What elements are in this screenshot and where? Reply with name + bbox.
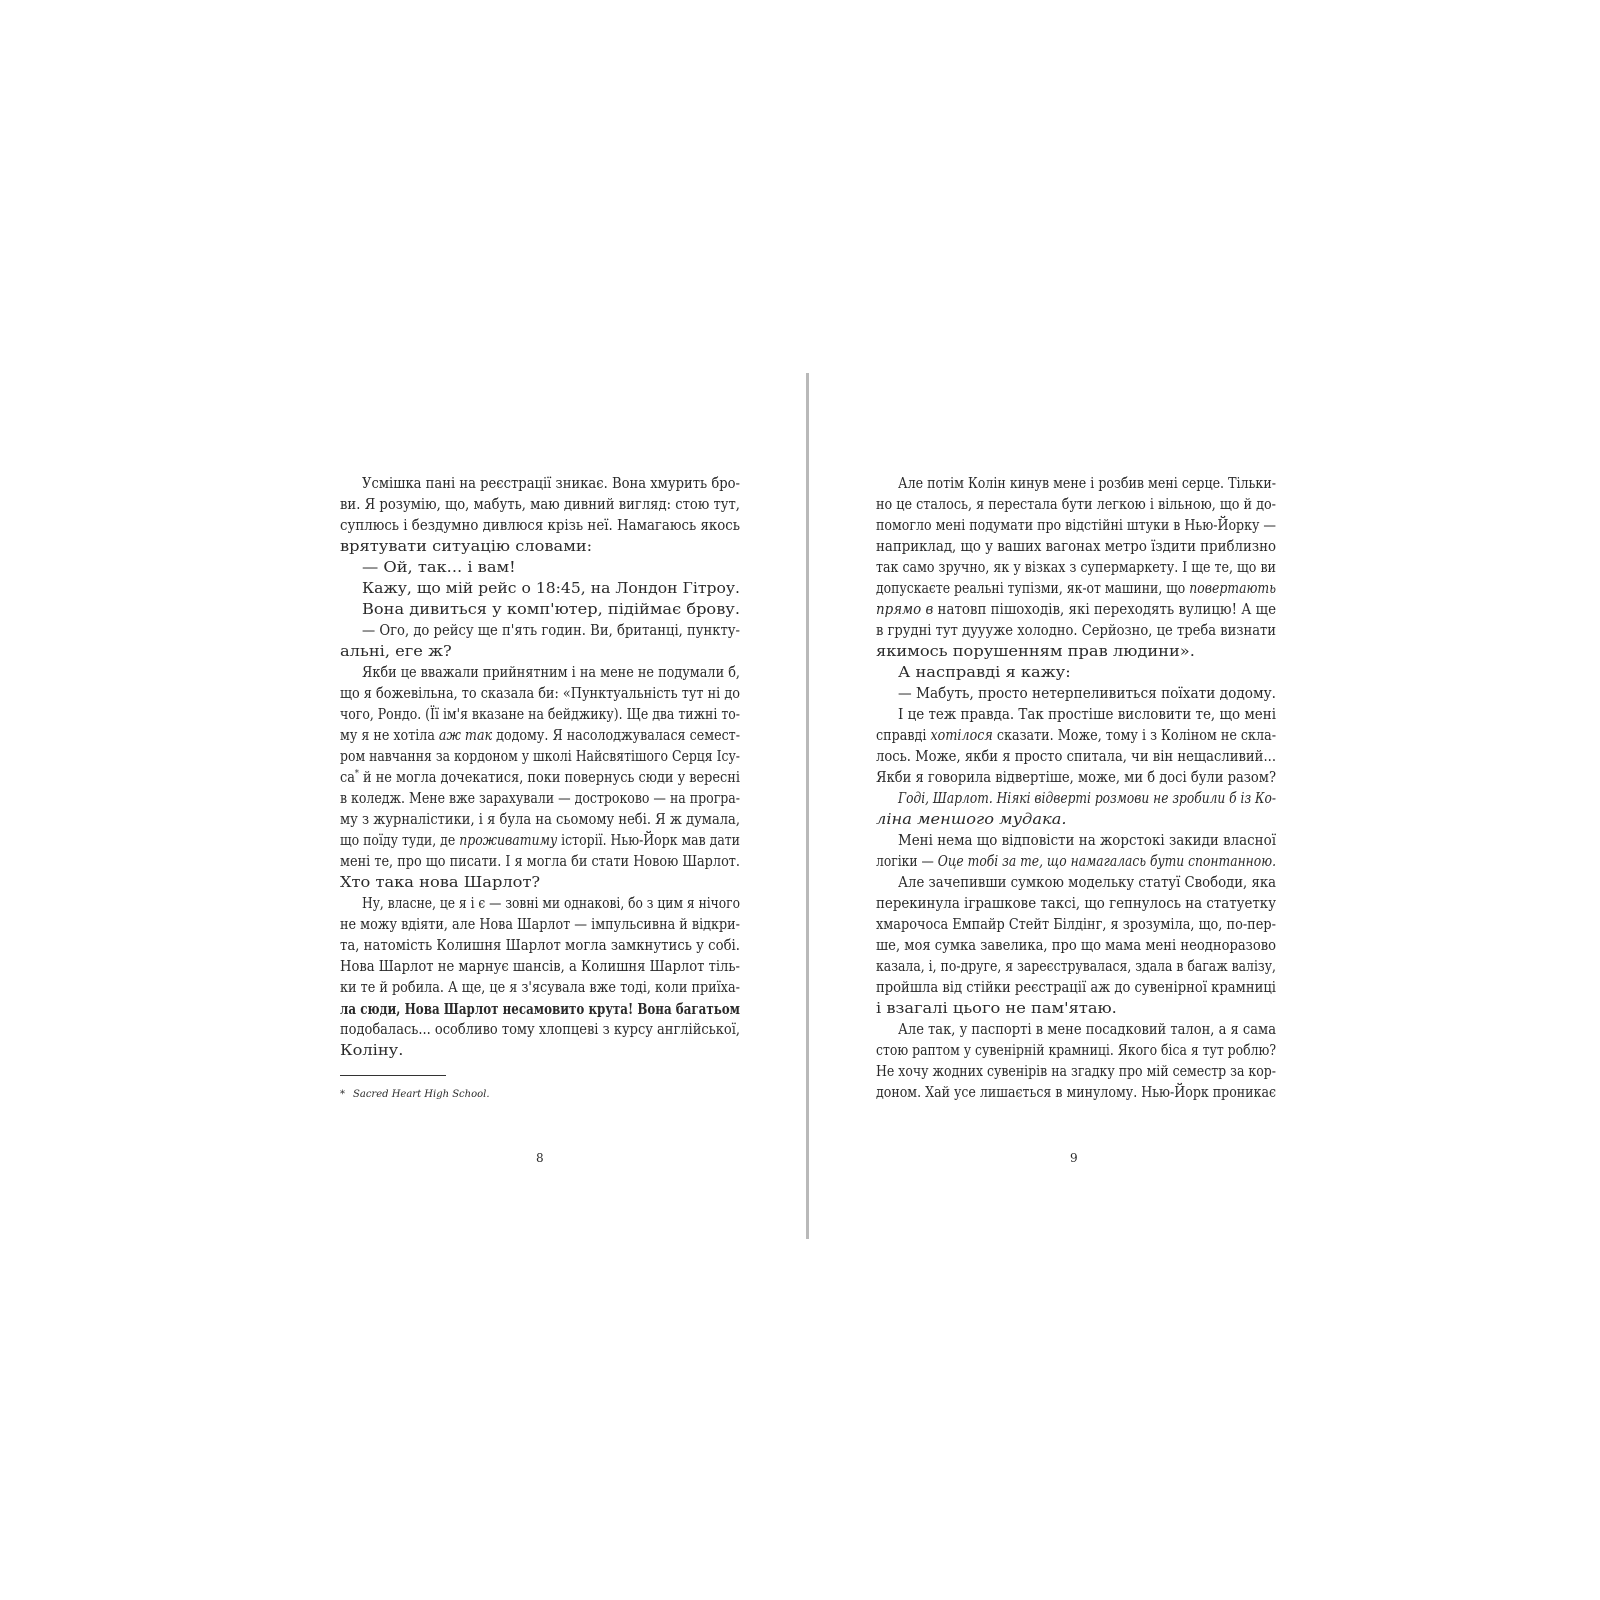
- text-segment: проживатиму: [459, 833, 558, 849]
- text-segment: ше, моя сумка завелика, про що мама мені неодноразово: [876, 938, 1276, 954]
- text-segment: мені те, про що писати. І я могла би стати Новою Шарлот.: [340, 854, 740, 870]
- text-line-content: [876, 936, 1276, 957]
- text-segment: ла сюди, Нова Шарлот несамовито крута! Вона багатьом: [340, 1001, 740, 1018]
- text-line-content: [898, 474, 1276, 495]
- text-line: [340, 537, 740, 558]
- text-line: [340, 894, 740, 915]
- text-line: [340, 852, 740, 873]
- text-segment: і взагалі цього не пам'ятаю.: [876, 1001, 1117, 1017]
- text-line: [340, 747, 740, 768]
- text-line: [340, 579, 740, 600]
- text-line: [876, 747, 1276, 768]
- text-segment: додому. Я насолоджувалася семест-: [492, 728, 740, 744]
- text-line: [876, 1041, 1276, 1062]
- text-line-content: [876, 558, 1276, 579]
- left-page-text: [340, 474, 740, 1062]
- text-line-content: [898, 663, 1071, 684]
- text-line: [876, 726, 1276, 747]
- text-line: [340, 978, 740, 999]
- text-line: [340, 495, 740, 516]
- text-line-content: [876, 1062, 1276, 1083]
- text-line: [876, 1083, 1276, 1104]
- text-line-content: [340, 789, 740, 810]
- text-segment: в коледж. Мене вже зарахували — достроково — на програ-: [340, 791, 740, 807]
- text-segment: пройшла від стійки реєстрації аж до сувенірної крамниці: [876, 980, 1276, 996]
- text-line-content: [876, 726, 1276, 747]
- text-line: [876, 516, 1276, 537]
- text-line: [876, 579, 1276, 600]
- text-line: [340, 705, 740, 726]
- text-line: [876, 1020, 1276, 1041]
- text-line: [876, 642, 1276, 663]
- footnote-text: Sacred Heart High School.: [353, 1089, 490, 1100]
- text-line-content: [340, 852, 740, 873]
- text-segment: Оце тобі за те, що намагалась бути спонтанною.: [937, 854, 1276, 870]
- text-line: [340, 558, 740, 579]
- text-line-content: [876, 810, 1067, 831]
- text-line-content: [340, 537, 592, 558]
- text-segment: логіки —: [876, 854, 938, 870]
- text-line-content: [898, 789, 1276, 810]
- text-segment: са: [340, 770, 355, 786]
- text-line-content: [876, 495, 1276, 516]
- text-line: [876, 789, 1276, 810]
- text-segment: чого, Рондо. (Її ім'я вказане на бейджику). Ще два тижні то-: [340, 707, 740, 723]
- text-segment: якимось порушенням прав людини».: [876, 644, 1195, 660]
- text-segment: історії. Нью-Йорк мав дати: [557, 833, 740, 849]
- text-line: [876, 684, 1276, 705]
- text-line-content: [340, 810, 740, 831]
- text-segment: казала, і, по-друге, я зареєструвалася, здала в багаж валізу,: [876, 959, 1276, 975]
- text-segment: помогло мені подумати про відстійні штуки в Нью-Йорку —: [876, 518, 1276, 534]
- text-line-content: [898, 1020, 1276, 1041]
- text-segment: та, натомість Колишня Шарлот могла замкнутись у собі.: [340, 938, 740, 954]
- text-line: [876, 600, 1276, 621]
- text-line: [876, 558, 1276, 579]
- text-segment: ки те й робила. А ще, це я з'ясувала вже тоді, коли приїха-: [340, 980, 740, 996]
- text-line-content: [876, 894, 1276, 915]
- text-segment: Але зачепивши сумкою модельку статуї Свободи, яка: [898, 875, 1276, 891]
- page-number-right: 9: [1070, 1151, 1078, 1165]
- text-line-content: [362, 621, 740, 642]
- text-line-content: [876, 642, 1195, 663]
- text-line: [340, 474, 740, 495]
- text-line: [340, 768, 740, 789]
- text-segment: Годі, Шарлот. Ніякі відверті розмови не зробили б із Ко-: [898, 791, 1276, 807]
- text-line: [876, 978, 1276, 999]
- text-line: [340, 831, 740, 852]
- text-segment: Усмішка пані на реєстрації зникає. Вона хмурить бро-: [362, 476, 740, 492]
- text-segment: — Мабуть, просто нетерпеливиться поїхати додому.: [898, 686, 1276, 702]
- text-segment: не можу вдіяти, але Нова Шарлот — імпульсивна й відкри-: [340, 917, 740, 933]
- text-segment: в грудні тут дуууже холодно. Серйозно, це треба визнати: [876, 623, 1276, 639]
- text-line-content: [362, 600, 740, 621]
- text-line: [340, 810, 740, 831]
- text-segment: Вона дивиться у комп'ютер, підіймає брову.: [362, 602, 740, 618]
- text-segment: аж так: [438, 728, 493, 744]
- text-segment: ви. Я розумію, що, мабуть, маю дивний вигляд: стою тут,: [340, 497, 740, 513]
- text-segment: що поїду туди, де: [340, 833, 460, 849]
- text-line: [340, 600, 740, 621]
- text-line: [876, 495, 1276, 516]
- text-line: [876, 957, 1276, 978]
- footnote: [340, 1088, 490, 1102]
- text-line: [340, 789, 740, 810]
- text-segment: врятувати ситуацію словами:: [340, 539, 593, 555]
- text-line-content: [362, 558, 516, 579]
- text-line: [340, 936, 740, 957]
- text-segment: доном. Хай усе лишається в минулому. Нью-Йорк проникає: [876, 1085, 1276, 1101]
- text-line: [876, 768, 1276, 789]
- text-line: [876, 663, 1276, 684]
- text-line: [876, 873, 1276, 894]
- text-line: [876, 1062, 1276, 1083]
- text-line-content: [876, 1083, 1276, 1104]
- text-line-content: [876, 768, 1276, 789]
- text-segment: хотілося: [930, 728, 993, 744]
- text-line-content: [340, 999, 740, 1021]
- text-line-content: [362, 474, 740, 495]
- text-line-content: [340, 495, 740, 516]
- text-segment: ліна меншого мудака.: [876, 812, 1067, 828]
- text-segment: стою раптом у сувенірній крамниці. Якого біса я тут роблю?: [876, 1043, 1276, 1059]
- footnote-marker: *: [340, 1089, 345, 1100]
- footnote-ref: *: [354, 769, 359, 780]
- text-segment: му я не хотіла: [340, 728, 439, 744]
- text-line: [340, 999, 740, 1020]
- text-line-content: [340, 957, 740, 978]
- text-segment: подобалась... особливо тому хлопцеві з курсу англійської,: [340, 1022, 740, 1038]
- text-segment: Але так, у паспорті в мене посадковий талон, а я сама: [898, 1022, 1276, 1038]
- text-segment: му з журналістики, і я була на сьомому небі. Я ж думала,: [340, 812, 740, 828]
- text-line: [876, 936, 1276, 957]
- text-segment: повертають: [1189, 581, 1276, 597]
- text-line: [876, 999, 1276, 1020]
- text-line: [876, 831, 1276, 852]
- text-line: [340, 873, 740, 894]
- text-segment: Нова Шарлот не марнує шансів, а Колишня Шарлот тіль-: [340, 959, 740, 975]
- text-segment: що я божевільна, то сказала би: «Пунктуальність тут ні до: [340, 686, 740, 702]
- text-segment: альні, еге ж?: [340, 644, 452, 660]
- text-line: [876, 621, 1276, 642]
- text-segment: допускаєте реальні тупізми, як-от машини, що: [876, 581, 1190, 597]
- text-line-content: [340, 642, 452, 663]
- text-line-content: [898, 684, 1276, 705]
- text-segment: А насправді я кажу:: [898, 665, 1071, 681]
- text-line-content: [876, 621, 1276, 642]
- text-segment: сказати. Може, тому і з Коліном не скла-: [992, 728, 1276, 744]
- text-line: [876, 852, 1276, 873]
- text-line-content: [876, 747, 1276, 768]
- text-line: [340, 1041, 740, 1062]
- text-line-content: [340, 747, 740, 768]
- text-line-content: [876, 537, 1276, 558]
- text-segment: перекинула іграшкове таксі, що гепнулось на статуетку: [876, 896, 1276, 912]
- text-line-content: [876, 516, 1276, 537]
- right-page-text: [876, 474, 1276, 1104]
- text-segment: но це сталось, я перестала бути легкою і вільною, що й до-: [876, 497, 1276, 513]
- text-line: [340, 684, 740, 705]
- text-line-content: [340, 516, 740, 537]
- text-line-content: [340, 915, 740, 936]
- text-line-content: [876, 915, 1276, 936]
- text-line-content: [340, 831, 740, 852]
- text-line: [340, 663, 740, 684]
- footnote-rule: [340, 1075, 446, 1076]
- text-line-content: [876, 957, 1276, 978]
- text-line: [340, 726, 740, 747]
- text-segment: наприклад, що у ваших вагонах метро їздити приблизно: [876, 539, 1276, 555]
- text-segment: Мені нема що відповісти на жорстокі закиди власної: [898, 833, 1276, 849]
- text-segment: Але потім Колін кинув мене і розбив мені серце. Тільки-: [898, 476, 1276, 492]
- text-line: [876, 705, 1276, 726]
- text-line: [340, 621, 740, 642]
- text-line-content: [876, 600, 1276, 621]
- text-line: [340, 957, 740, 978]
- text-line: [876, 894, 1276, 915]
- text-line: [340, 642, 740, 663]
- text-segment: — Ой, так... і вам!: [362, 560, 516, 576]
- text-line: [340, 1020, 740, 1041]
- text-line-content: [876, 579, 1276, 600]
- text-line-content: [340, 936, 740, 957]
- text-segment: натовп пішоходів, які переходять вулицю! А ще: [933, 602, 1276, 618]
- text-segment: так само зручно, як у візках з супермаркету. І ще те, що ви: [876, 560, 1276, 576]
- text-segment: Кажу, що мій рейс о 18:45, на Лондон Гітроу.: [362, 581, 740, 597]
- text-segment: лось. Може, якби я просто спитала, чи він нещасливий...: [876, 749, 1276, 765]
- text-line-content: [362, 894, 740, 915]
- text-segment: Коліну.: [340, 1043, 404, 1059]
- text-line: [876, 474, 1276, 495]
- text-line-content: [876, 999, 1117, 1020]
- text-line-content: [876, 978, 1276, 999]
- book-gutter: [806, 373, 809, 1239]
- text-line-content: [876, 1041, 1276, 1062]
- text-segment: Ну, власне, це я і є — зовні ми однакові, бо з цим я нічого: [362, 896, 740, 912]
- text-segment: справді: [876, 728, 931, 744]
- page-number-left: 8: [536, 1151, 544, 1165]
- text-line-content: [340, 1020, 740, 1041]
- text-line-content: [876, 852, 1276, 873]
- text-line-content: [340, 726, 740, 747]
- text-segment: І це теж правда. Так простіше висловити те, що мені: [898, 707, 1276, 723]
- text-line-content: [340, 873, 540, 894]
- text-segment: Якби це вважали прийнятним і на мене не подумали б,: [362, 665, 740, 681]
- text-segment: — Ого, до рейсу ще п'ять годин. Ви, британці, пункту-: [362, 623, 740, 639]
- text-line-content: [340, 768, 740, 789]
- text-line-content: [340, 684, 740, 705]
- text-segment: ром навчання за кордоном у школі Найсвятішого Серця Ісу-: [340, 749, 740, 765]
- text-segment: Не хочу жодних сувенірів на згадку про мій семестр за кор-: [876, 1064, 1276, 1080]
- text-line: [876, 915, 1276, 936]
- text-segment: Хто така нова Шарлот?: [340, 875, 541, 891]
- text-line: [340, 915, 740, 936]
- text-segment: й не могла дочекатися, поки повернусь сюди у вересні: [358, 770, 740, 786]
- text-segment: прямо в: [876, 602, 934, 618]
- text-line-content: [362, 579, 740, 600]
- text-segment: хмарочоса Емпайр Стейт Білдінг, я зрозуміла, що, по-пер-: [876, 917, 1276, 933]
- text-segment: Якби я говорила відвертіше, може, ми б досі були разом?: [876, 770, 1276, 786]
- text-line-content: [340, 978, 740, 999]
- text-line-content: [340, 1041, 403, 1062]
- text-segment: суплюсь і бездумно дивлюся крізь неї. Намагаюсь якось: [340, 518, 740, 534]
- text-line: [876, 810, 1276, 831]
- text-line-content: [898, 873, 1276, 894]
- text-line-content: [340, 705, 740, 726]
- text-line: [876, 537, 1276, 558]
- text-line-content: [898, 705, 1276, 726]
- text-line: [340, 516, 740, 537]
- text-line-content: [362, 663, 740, 684]
- text-line-content: [898, 831, 1276, 852]
